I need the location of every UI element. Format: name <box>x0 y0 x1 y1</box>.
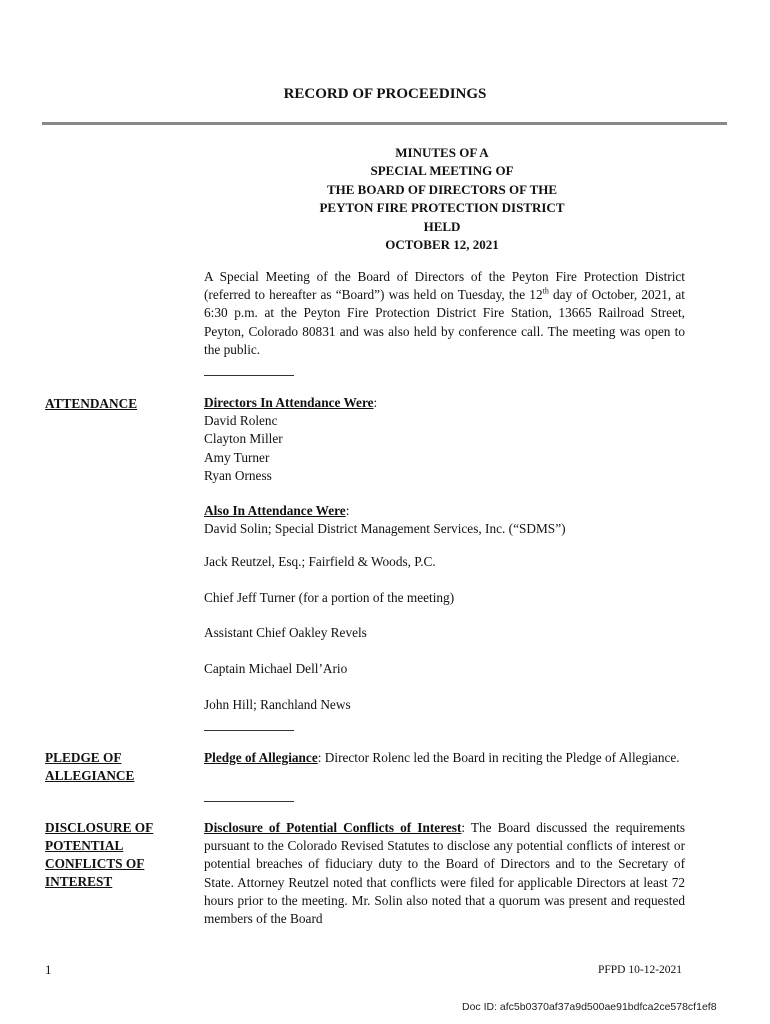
attendee: Captain Michael Dell’Ario <box>204 661 348 676</box>
minutes-line: THE BOARD OF DIRECTORS OF THE <box>326 181 558 197</box>
minutes-heading <box>0 144 770 254</box>
disclosure-label <box>45 819 185 891</box>
also-attendance-heading-row: Also In Attendance Were: David Solin; Special District Management Services, Inc. (“SDMS”) <box>204 502 685 538</box>
directors-heading: Directors In Attendance Were <box>204 395 374 410</box>
intro-text-part-1: A Special Meeting of the Board of Directors of the Peyton Fire Protection District (referred to hereafter as “Board”) was held on Tuesday, the 12 <box>204 269 685 303</box>
also-attendance-heading: Also In Attendance Were <box>204 503 346 518</box>
pledge-label-line: PLEDGE OF <box>45 750 122 765</box>
minutes-line: PEYTON FIRE PROTECTION DISTRICT <box>319 200 565 216</box>
section-separator <box>204 375 294 376</box>
director-name: David Rolenc <box>204 413 278 429</box>
pledge-label <box>45 749 185 785</box>
disclosure-text: : The Board discussed the requirements pursuant to the Colorado Revised Statutes to disclose any potential conflicts of interest or potential breaches of fiduciary duty to the Board of Directors and to the Secretary of State. Attorney Reutzel noted that conflicts were filed for applicable Directors at least 72 hours prior to the meeting. Mr. Solin also noted that a quorum was present and requested members of the Board <box>204 820 685 927</box>
pledge-label-line: ALLEGIANCE <box>45 768 135 783</box>
disclosure-label-line: DISCLOSURE OF <box>45 820 154 835</box>
attendee: David Solin; Special District Management Services, Inc. (“SDMS”) <box>204 521 566 537</box>
section-separator <box>204 730 294 731</box>
intro-paragraph <box>204 268 685 359</box>
section-separator <box>204 801 294 802</box>
pledge-paragraph <box>204 749 685 767</box>
minutes-line: MINUTES OF A <box>395 145 489 160</box>
director-name: Clayton Miller <box>204 431 283 447</box>
disclosure-label-line: INTEREST <box>45 874 113 889</box>
disclosure-label-line: CONFLICTS OF <box>45 856 145 871</box>
director-name: Ryan Orness <box>204 467 272 483</box>
attendee: Assistant Chief Oakley Revels <box>204 625 367 640</box>
director-name: Amy Turner <box>204 449 270 465</box>
document-id: Doc ID: afc5b0370af37a9d500ae91bdfca2ce578cf1ef8 <box>462 1001 717 1013</box>
disclosure-paragraph <box>204 819 685 928</box>
title-divider <box>42 122 727 125</box>
intro-text-part-2: day of October, 2021, at 6:30 p.m. at the Peyton Fire Protection District Fire Station, 13665 Railroad Street, Peyton, Colorado 80831 and was also held by conference call. The meeting was open to the public. <box>204 287 686 357</box>
page-number: 1 <box>45 962 52 977</box>
attendee: John Hill; Ranchland News <box>204 697 351 712</box>
disclosure-heading: Disclosure of Potential Conflicts of Interest <box>204 820 462 835</box>
minutes-line: HELD <box>423 218 461 234</box>
document-title: RECORD OF PROCEEDINGS <box>283 86 487 102</box>
directors-section: Directors In Attendance Were: David Rolenc Clayton Miller Amy Turner Ryan Orness <box>204 394 685 485</box>
pledge-heading: Pledge of Allegiance <box>204 750 318 765</box>
ordinal-suffix: th <box>542 286 549 296</box>
disclosure-label-line: POTENTIAL <box>45 838 124 853</box>
attendance-label: ATTENDANCE <box>45 396 138 411</box>
attendee: Chief Jeff Turner (for a portion of the meeting) <box>204 590 455 605</box>
footer-code: PFPD 10-12-2021 <box>598 964 683 976</box>
attendee: Jack Reutzel, Esq.; Fairfield & Woods, P.C. <box>204 554 436 569</box>
pledge-text: : Director Rolenc led the Board in reciting the Pledge of Allegiance. <box>317 750 680 765</box>
minutes-line: SPECIAL MEETING OF <box>370 163 514 179</box>
minutes-line: OCTOBER 12, 2021 <box>385 237 499 253</box>
